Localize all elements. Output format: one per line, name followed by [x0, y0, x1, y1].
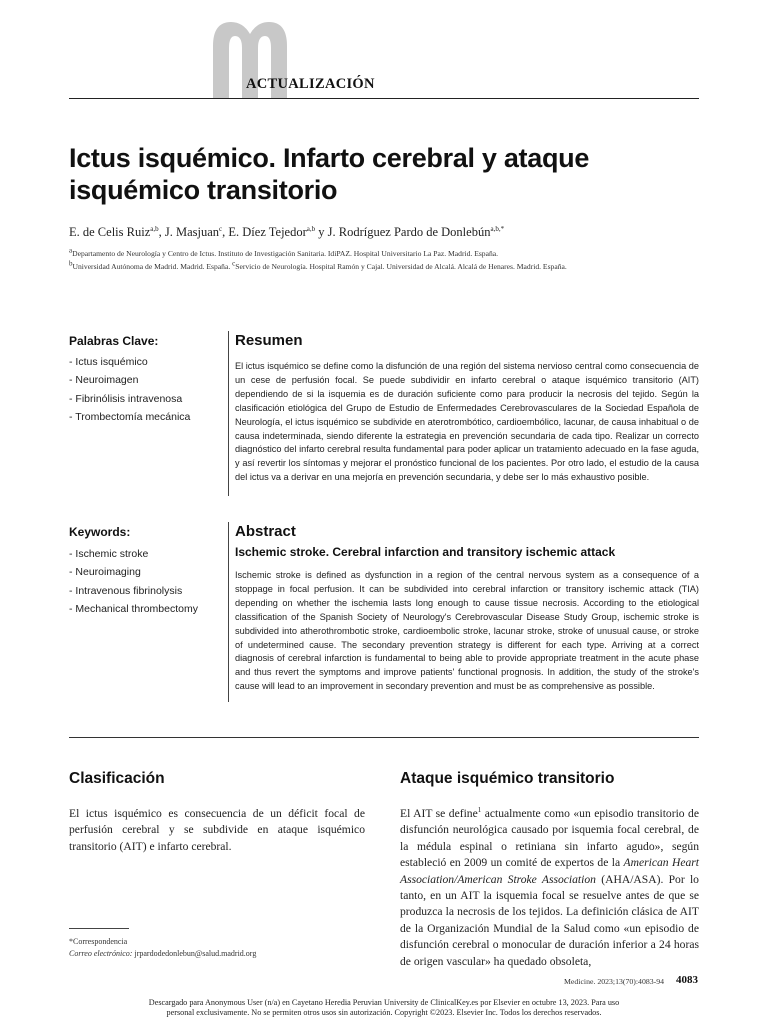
author-name: J. Masjuan [164, 225, 220, 239]
affiliation-a [69, 246, 729, 258]
affiliation-sup: c [232, 259, 236, 268]
author-separator: y [315, 225, 328, 239]
authors-line [69, 225, 709, 240]
abstract-text: Ischemic stroke is defined as dysfunction in a region of the central nervous system as a consequence of a stoppage in focal perfusion. It can be subdivided into cerebral infarction or transitory ischemic attack (TIA) depending on whether the ischemia lasts long enough to cause tissue necrosis. According to the etiological classification of the Spanish Society of Neurology's Cerebrovascular Disease Study Group, ischemic stroke is subdivided into atherothrombotic stroke, cardioembolic stroke, lacunar stroke, stroke of unusual cause, or stroke of undetermined cause. The secondary prevention strategy is different for each type. Arriving at a correct diagnosis of cerebral infarction is fundamental to being able to provide appropriate treatment in the acute phase and thus revert the symptoms and improve patients' functional prognosis. In addition, the study of the stroke's cause will lead to an improvement in secondary prevention and must be as comprehensive as possible. [235, 570, 699, 692]
keyword-item: - Trombectomía mecánica [69, 410, 191, 423]
affiliation-sup: b [69, 259, 73, 268]
ait-heading: Ataque isquémico transitorio [400, 770, 615, 787]
email-label: Correo electrónico: [69, 949, 133, 958]
reference-sup: 1 [477, 806, 482, 815]
abstract-divider [228, 522, 229, 702]
correspondence-email [69, 949, 256, 958]
abstract-subtitle: Ischemic stroke. Cerebral infarction and transitory ischemic attack [235, 545, 616, 559]
clasificacion-text: El ictus isquémico es consecuencia de un déficit focal de perfusión cerebral y se subdivide en ataque isquémico transitorio (AIT) e infarto cerebral. [69, 807, 365, 853]
download-line: Descargado para Anonymous User (n/a) en Cayetano Heredia Peruvian University de ClinicalKey.es por Elsevier en octubre 13, 2023. Para uso [148, 998, 620, 1007]
palabras-clave-heading: Palabras Clave: [69, 334, 159, 348]
author-name: J. Rodríguez Pardo de Donlebún [327, 225, 491, 239]
download-line: personal exclusivamente. No se permiten otros usos sin autorización. Copyright ©2023. Elsevier Inc. Todos los derechos reservados. [166, 1008, 602, 1017]
journal-reference: Medicine. 2023;13(70):4083-94 [564, 977, 665, 986]
author-separator: , [222, 225, 229, 239]
author-sup: c [219, 224, 223, 233]
author-sup: a,b,* [490, 224, 505, 233]
correspondence-label: *Correspondencia [69, 937, 128, 946]
download-notice [60, 998, 708, 1018]
keywords-list [69, 548, 198, 621]
author-sup: a,b [150, 224, 159, 233]
affiliation-sup: a [69, 246, 73, 255]
keyword-item: - Intravenous fibrinolysis [69, 584, 183, 597]
keyword-item: - Mechanical thrombectomy [69, 602, 198, 615]
palabras-clave-list [69, 356, 190, 429]
affiliation-text: Servicio de Neurología. Hospital Ramón y Cajal. Universidad de Alcalá. Alcalá de Henares. Madrid. España. [235, 262, 567, 271]
keyword-item: - Neuroimagen [69, 374, 139, 387]
affiliation-b-c [69, 259, 729, 271]
keywords-heading: Keywords: [69, 525, 131, 539]
author-separator: , [158, 225, 165, 239]
section-label: ACTUALIZACIÓN [246, 76, 375, 92]
footnote-rule [69, 928, 129, 929]
clasificacion-heading: Clasificación [69, 770, 165, 787]
ait-text-part: actualmente como «un episodio transitorio de disfunción neurológica causado por isquemia focal cerebral, de la médula espinal o retiniana sin infarto agudo», según estableció en 2009 un comité de expertos de la [400, 807, 699, 870]
resumen-text: El ictus isquémico se define como la disfunción de una región del sistema nervioso central como consecuencia de un cese de perfusión focal. Se puede subdividir en infarto cerebral o ataque isquémico transitorio (AIT) dependiendo de si la isquemia es de duración suficiente como para producir la necrosis del tejido. Según la clasificación etiológica del Grupo de Estudio de Enfermedades Cerebrovasculares de la Sociedad Española de Neurología, el ictus isquémico se subdivide en aterotrombótico, cardioembólico, lacunar, de causa inhabitual o de causa indeterminada, siendo diferente la estrategia en prevención secundaria de cada tipo. Realizar un correcto diagnóstico del infarto cerebral resulta fundamental para poder aplicar un tratamiento adecuado en la fase aguda, y así revertir los síntomas y mejorar el pronóstico funcional de los pacientes. Por otro lado, el estudio de la causa del ictus va a derivar en una mejoría en prevención secundaria, y debe ser lo más exhaustivo posible. [235, 361, 699, 483]
affiliation-text: Departamento de Neurología y Centro de Ictus. Instituto de Investigación Sanitaria. IdiPAZ. Hospital Universitario La Paz. Madrid. España. [72, 249, 499, 258]
article-title: Ictus isquémico. Infarto cerebral y ataque isquémico transitorio [69, 143, 590, 205]
ait-italic-part: American Heart Association/American Stroke Association [400, 856, 699, 886]
ait-text-part: (AHA/ASA). Por lo tanto, en un AIT la isquemia focal se resuelve antes de que se produzca la necrosis de los tejidos. La definición clásica de AIT de la Organización Mundial de la Salud como «un episodio de disfunción cerebral o monocular de duración inferior a 24 horas de origen vascular» ha quedado obsoleta, [400, 872, 699, 968]
header-rule [69, 98, 699, 99]
ait-text-part: El AIT se define [400, 807, 478, 820]
author-name: E. Díez Tejedor [228, 225, 307, 239]
section-rule [69, 737, 699, 738]
page-number: 4083 [676, 974, 698, 986]
keyword-item: - Neuroimaging [69, 566, 141, 579]
affiliation-text: Universidad Autónoma de Madrid. Madrid. España. [72, 262, 233, 271]
keyword-item: - Ischemic stroke [69, 548, 149, 560]
keyword-item: - Ictus isquémico [69, 356, 148, 368]
author-name: E. de Celis Ruiz [69, 225, 151, 239]
keyword-item: - Fibrinólisis intravenosa [69, 392, 183, 405]
author-sup: a,b [306, 224, 316, 233]
abstract-heading: Abstract [235, 523, 296, 540]
ait-text [400, 806, 699, 970]
resumen-divider [228, 331, 229, 496]
email-address: jrpardodedonlebun@salud.madrid.org [132, 949, 257, 958]
resumen-heading: Resumen [235, 332, 303, 349]
